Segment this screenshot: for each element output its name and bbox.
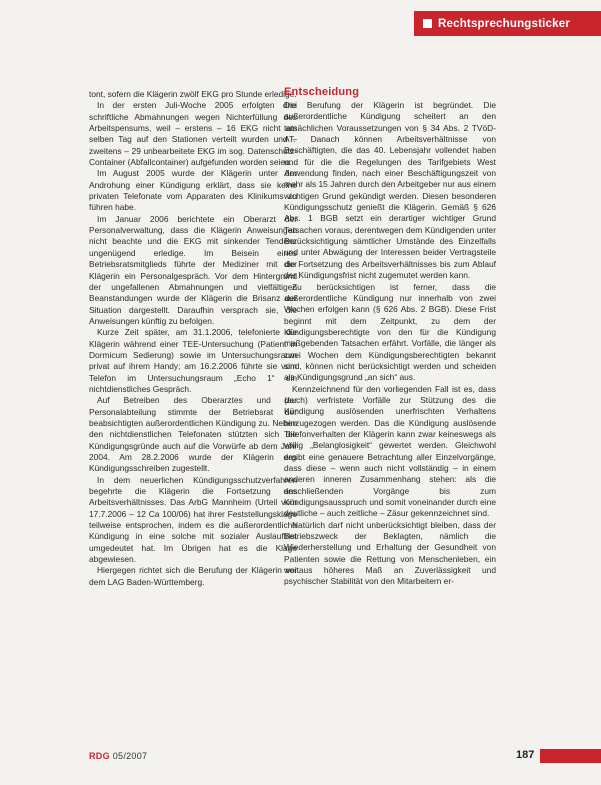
paragraph: Hiergegen richtet sich die Berufung der Klägerin vor dem LAG Baden-Württemberg. xyxy=(89,565,297,587)
footer-issue xyxy=(89,751,147,761)
issue-number: 05/2007 xyxy=(112,751,148,761)
paragraph: Im August 2005 wurde der Klägerin unter der Androhung einer Kündigung erklärt, dass sie keine privaten Telefonate vom Apparaten des Klinikums zu führen habe. xyxy=(89,168,297,213)
section-banner xyxy=(414,11,601,36)
paragraph: Im Januar 2006 berichtete ein Oberarzt der Personalverwaltung, dass die Klägerin Anweisungen nicht beachte und die EKG mit sinkender Tendenz ungenügend erledige. Im Beisein eines Betriebsratsmitglieds führte der Mediziner mit der Klägerin ein Personalgespräch. Vor dem Hintergrund der ungefallenen Abmahnungen und vielfältigen Beanstandungen wurde der Klägerin die Brisanz der Situation dargestellt. Daraufhin versprach sie, die Anweisungen künftig zu befolgen. xyxy=(89,213,297,326)
section-label: Rechtsprechungsticker xyxy=(438,17,571,30)
paragraph: Die Berufung der Klägerin ist begründet. Die außerordentliche Kündigung scheitert an den tatsächlichen Voraussetzungen von § 34 Abs. 2 TVöD-AT. Danach können Arbeitsverhältnisse von Beschäftigten, die das 40. Lebensjahr vollendet haben und für die die Regelungen des Tarifgebiets West Anwendung finden, nach einer Beschäftigungszeit von mehr als 15 Jahren durch den Arbeitgeber nur aus einem wichtigen Grund gekündigt werden. Diesen besonderen Kündigungsschutz genießt die Klägerin. Gemäß § 626 Abs. 1 BGB setzt ein derartiger wichtiger Grund Tatsachen voraus, derentwegen dem Kündigenden unter Berücksichtigung sämtlicher Umstände des Einzelfalls und unter Abwägung der Interessen beider Vertragsteile die Fortsetzung des Arbeitsverhältnisses bis zum Ablauf der Kündigungsfrist nicht zugemutet werden kann. xyxy=(284,100,496,281)
paragraph: Natürlich darf nicht unberücksichtigt bleiben, dass der Betriebszweck der Beklagten, nämlich die Wiederherstellung und Erhaltung der Gesundheit von Patienten sowie die Rettung von Menschenleben, ein weitaus höheres Maß an Zuverlässigkeit und psychischer Stabilität von den Mitarbeitern er- xyxy=(284,519,496,587)
paragraph: tont, sofern die Klägerin zwölf EKG pro Stunde erledige. xyxy=(89,89,297,99)
journal-brand: RDG xyxy=(89,751,110,761)
page-number: 187 xyxy=(516,749,535,761)
paragraph: Kurze Zeit später, am 31.1.2006, telefonierte die Klägerin während einer TEE-Untersuchung (Patient in Dormicum Sedierung) sowie im Untersuchungsraum privat auf ihrem Handy; am 16.2.2006 führte sie vom Telefon im Untersuchungsraum „Echo 1“ ein nichtdienstliches Gespräch. xyxy=(89,327,297,394)
paragraph: In dem neuerlichen Kündigungsschutzverfahren begehrte die Klägerin die Fortsetzung des Arbeitsverhältnisses. Das ArbG Mannheim (Urteil vom 17.7.2006 – 12 Ca 100/06) hat ihrer Feststellungsklage teilweise entsprochen, indem es die außerordentliche Kündigung in eine solche mit sozialer Auslauffrist umgedeutet hat. Im Übrigen hat es die Klage abgewiesen. xyxy=(89,474,297,565)
paragraph: In der ersten Juli-Woche 2005 erfolgten drei schriftliche Abmahnungen wegen Nichterfüllung des Arbeitspensums, weil – erstens – 16 EKG nicht am selben Tag auf den Stationen verteilt wurden und – zweitens – 29 unbearbeitete EKG im sog. Datenschutz-Container (Abfallcontainer) aufgefunden worden seien. xyxy=(89,100,297,168)
left-text-column xyxy=(89,89,297,588)
paragraph: Zu berücksichtigen ist ferner, dass die außerordentliche Kündigung nur innerhalb von zwei Wochen erfolgen kann (§ 626 Abs. 2 BGB). Diese Frist beginnt mit dem Zeitpunkt, zu dem der Kündigungsberechtigte von den für die Kündigung maßgebenden Tatsachen erfährt. Vorfälle, die länger als zwei Wochen dem Kündigungsberechtigten bekannt sind, können nicht berücksichtigt werden und scheiden als Kündigungsgrund „an sich“ aus. xyxy=(284,281,496,383)
paragraph: Kennzeichnend für den vorliegenden Fall ist es, dass (auch) verfristete Vorfälle zur Stützung des die Kündigung auslösenden unerfrischten Verhaltens hinzugezogen werden. Das die Kündigung auslösende Telefonverhalten der Klägerin kann zwar keineswegs als völlig „Belanglosigkeit“ gewertet werden. Gleichwohl ergibt eine genauere Betrachtung aller Einzelvorgänge, dass diese – wenn auch nicht vollständig – in einem anderen inneren Zusammenhang stehen: als die anschließenden Vorgänge bis zum Kündigungsausspruch und somit voneinander durch eine deutliche – auch zeitliche – Zäsur gekennzeichnet sind. xyxy=(284,383,496,519)
right-text-column xyxy=(284,86,496,588)
footer-accent-bar xyxy=(540,749,601,763)
paragraph: Auf Betreiben des Oberarztes und der Personalabteilung stimmte der Betriebsrat der beabsichtigten außerordentlichen Kündigung zu. Neben den nichtdienstlichen Telefonaten stützten sich die Kündigungsgründe auch auf die Vorwürfe ab dem Jahr 2004. Am 28.2.2006 wurde der Klägerin das Kündigungsschreiben zugestellt. xyxy=(89,395,297,474)
square-bullet-icon xyxy=(423,19,432,28)
section-heading: Entscheidung xyxy=(284,86,360,98)
